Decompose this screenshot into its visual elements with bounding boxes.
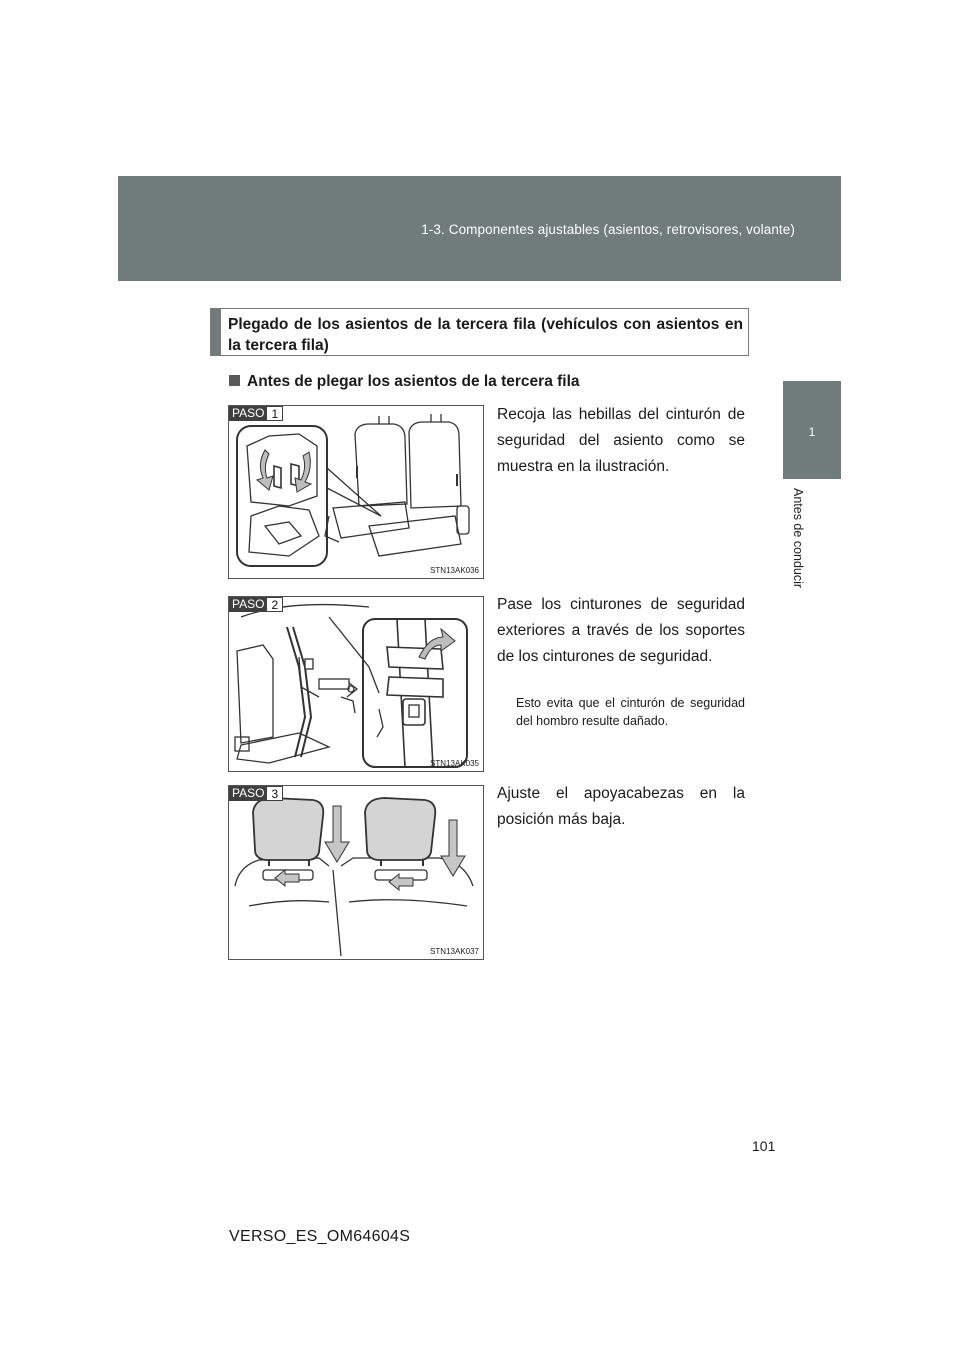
figure-code: STN13AK037 (430, 947, 479, 956)
chapter-label: Antes de conducir (791, 488, 805, 589)
section-heading-box (210, 308, 749, 356)
figure-code: STN13AK035 (430, 759, 479, 768)
chapter-number: 1 (808, 425, 816, 439)
step-2-label: PASO 2 (229, 597, 283, 612)
square-bullet-icon (229, 375, 240, 386)
chapter-label-container (791, 488, 824, 608)
page-number: 101 (752, 1138, 776, 1154)
subsection-heading (229, 373, 580, 391)
step-1-text: Recoja las hebillas del cinturón de seguridad del asiento como se muestra en la ilustración. (497, 406, 745, 475)
step-3-illustration (228, 785, 484, 960)
step-2-illustration (228, 596, 484, 772)
chapter-tab (783, 381, 841, 479)
document-code: VERSO_ES_OM64604S (229, 1228, 411, 1245)
step-1-label: PASO 1 (229, 406, 283, 421)
section-heading-bar (211, 309, 221, 355)
seat-buckle-illustration (229, 406, 484, 579)
step-2-text: Pase los cinturones de seguridad exteriores a través de los soportes de los cinturones de seguridad. (497, 596, 745, 665)
step-2-note: Esto evita que el cinturón de seguridad del hombro resulte dañado. (516, 696, 745, 728)
breadcrumb: 1-3. Componentes ajustables (asientos, retrovisores, volante) (421, 222, 795, 237)
step-1-illustration (228, 405, 484, 579)
figure-code: STN13AK036 (430, 566, 479, 575)
headrest-illustration (229, 786, 484, 960)
subsection-title: Antes de plegar los asientos de la tercera fila (247, 373, 580, 390)
header-band (118, 176, 841, 281)
section-title: Plegado de los asientos de la tercera fila (vehículos con asientos en la tercera fila) (228, 316, 743, 354)
step-3-text: Ajuste el apoyacabezas en la posición más baja. (497, 785, 745, 828)
seatbelt-guide-illustration (229, 597, 484, 772)
step-3-label: PASO 3 (229, 786, 283, 801)
